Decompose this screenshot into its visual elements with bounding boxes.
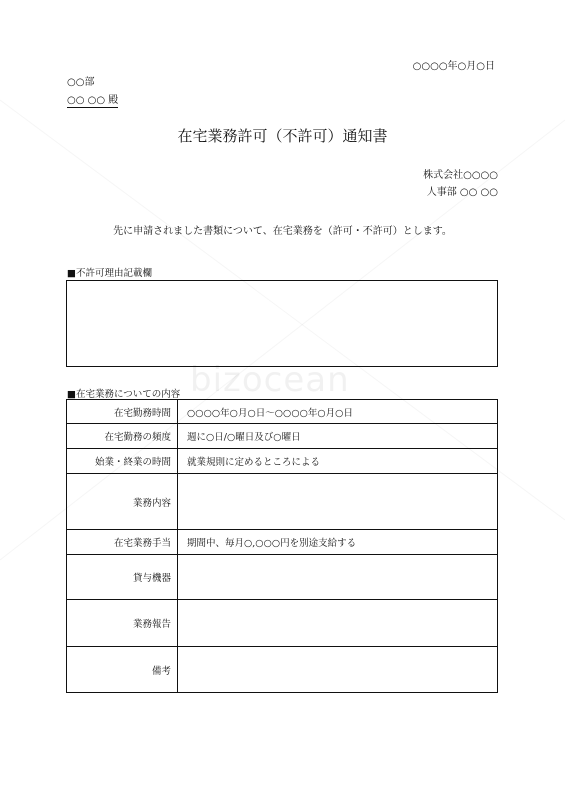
row-label: 在宅勤務時間 (67, 400, 178, 424)
row-label: 始業・終業の時間 (67, 449, 178, 474)
sender-company: 株式会社○○○○ (423, 170, 498, 181)
table-row (67, 424, 498, 449)
row-label: 業務報告 (67, 600, 178, 647)
row-value[interactable]: 期間中、毎月○,○○○円を別途支給する (178, 530, 498, 555)
recipient-name: ○○ ○○ 殿 (67, 91, 118, 108)
row-label: 在宅業務手当 (67, 530, 178, 555)
table-row (67, 449, 498, 474)
row-value[interactable] (178, 474, 498, 530)
table-row (67, 647, 498, 693)
recipient-department: ○○部 (67, 77, 95, 88)
row-value[interactable] (178, 647, 498, 693)
details-table (66, 399, 498, 693)
row-value[interactable] (178, 600, 498, 647)
table-row (67, 555, 498, 600)
sender-person: 人事部 ○○ ○○ (426, 187, 498, 198)
details-section-label: ■在宅業務についての内容 (67, 389, 181, 400)
row-value[interactable]: 週に○日/○曜日及び○曜日 (178, 424, 498, 449)
reason-text-box[interactable] (66, 280, 498, 367)
table-row (67, 530, 498, 555)
row-label: 備考 (67, 647, 178, 693)
row-value[interactable] (178, 555, 498, 600)
watermark-logo: bizocean (190, 360, 350, 400)
row-label: 業務内容 (67, 474, 178, 530)
reason-section-label: ■不許可理由記載欄 (67, 268, 152, 279)
table-row (67, 600, 498, 647)
row-value[interactable]: ○○○○年○月○日～○○○○年○月○日 (178, 400, 498, 424)
document-date: ○○○○年○月○日 (412, 61, 495, 72)
row-label: 貸与機器 (67, 555, 178, 600)
notice-body-text: 先に申請されました書類について、在宅業務を（許可・不許可）とします。 (113, 226, 452, 237)
table-row (67, 474, 498, 530)
row-label: 在宅勤務の頻度 (67, 424, 178, 449)
document-title: 在宅業務許可（不許可）通知書 (177, 127, 388, 145)
table-row (67, 400, 498, 424)
row-value[interactable]: 就業規則に定めるところによる (178, 449, 498, 474)
